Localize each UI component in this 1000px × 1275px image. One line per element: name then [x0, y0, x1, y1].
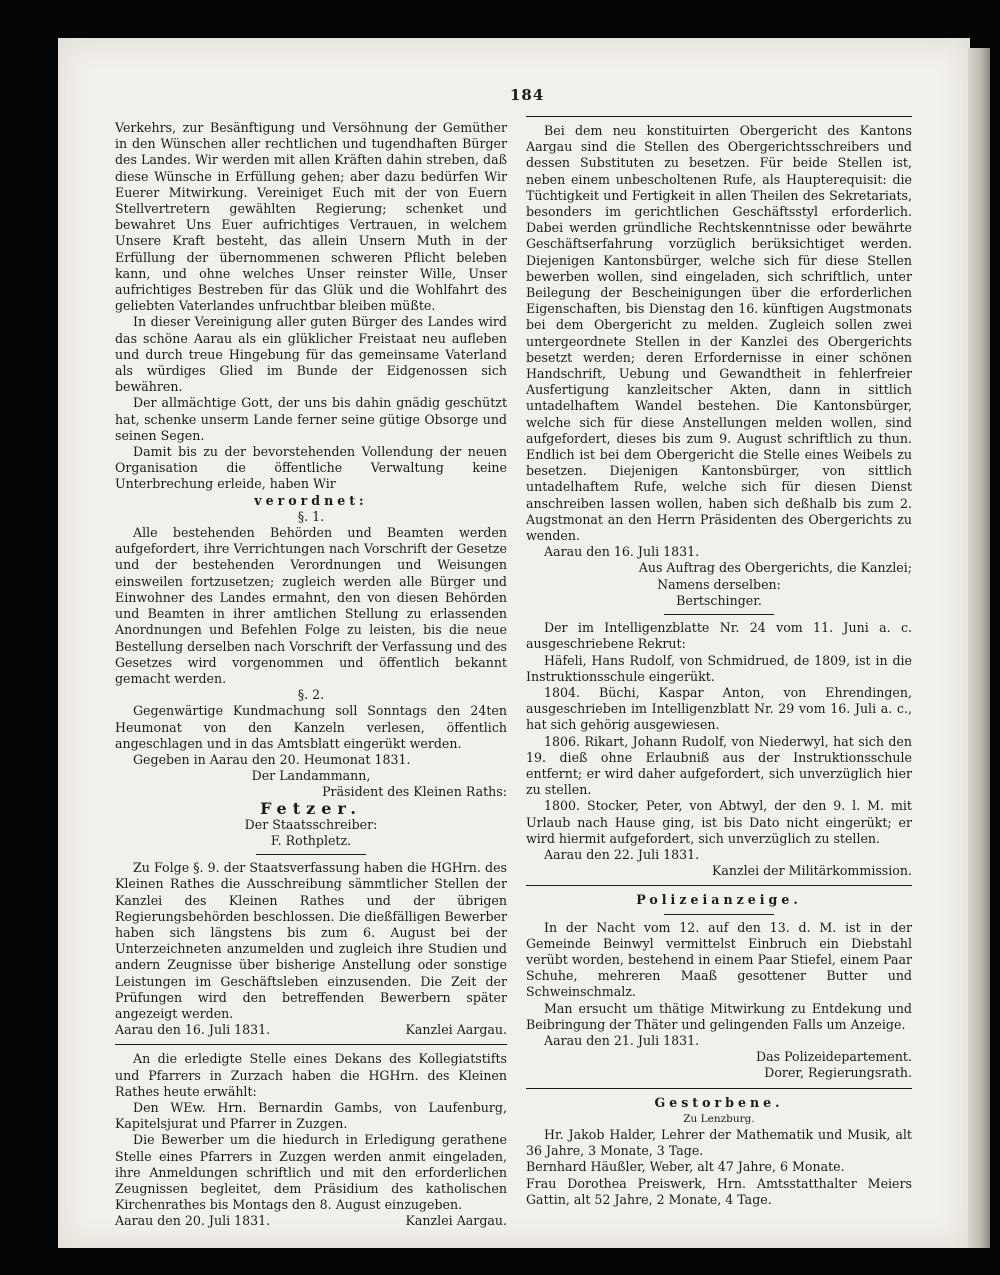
- recruits-intro: Der im Intelligenzblatte Nr. 24 vom 11. Juni a. c. ausgeschriebene Rekrut:: [526, 620, 912, 652]
- notice-parish-vacancy: Die Bewerber um die hiedurch in Erledigung gerathene Stelle eines Pfarrers in Zuzgen werden anmit eingeladen, ihre Anmeldungen schriftlich und mit den erforderlichen Zeugnissen begleitet, dem Präsidium des katholischen Kirchenrathes bis Montags den 8. August einzugeben.: [115, 1132, 507, 1213]
- signatory-rothpletz: F. Rothpletz.: [270, 832, 352, 848]
- divider: [256, 854, 366, 855]
- police-signature-1: Das Polizeidepartement.: [756, 1049, 912, 1065]
- notice-signature: Kanzlei Aargau.: [405, 1022, 507, 1038]
- proclamation-paragraph-3: Der allmächtige Gott, der uns bis dahin gnädig geschützt hat, schenke unserm Lande ferner seine gütige Obsorge und seinen Segen.: [115, 395, 507, 443]
- court-signature-name: Bertschinger.: [676, 592, 762, 608]
- document-page: [58, 38, 970, 1248]
- given-date: Gegeben in Aarau den 20. Heumonat 1831.: [133, 751, 411, 767]
- section-1-heading: §. 1.: [297, 508, 325, 524]
- verordnet-heading: verordnet:: [254, 492, 368, 508]
- signatory-fetzer: Fetzer.: [260, 798, 362, 818]
- notice-footer: [115, 1022, 507, 1038]
- notice-court-positions: Bei dem neu konstituirten Obergericht des Kantons Aargau sind die Stellen des Obergerichtsschreibers und dessen Substituten zu besetzen. Für beide Stellen ist, neben einem unbescholtenen Rufe, als Haupterequisit: die Tüchtigkeit und Fertigkeit in allen Theilen des Sekretariats, besonders im gerichtlichen Geschäftsstyl erforderlich. Dabei werden gründliche Rechtskenntnisse oder bewährte Geschäftserfahrung vorzüglich berüksichtiget werden. Diejenigen Kantonsbürger, welche sich für diese Stellen bewerben wollen, sind eingeladen, sich schriftlich, unter Beilegung der Bescheinigungen über die erforderlichen Eigenschaften, bis Dienstag den 16. künftigen Augstmonats bei dem Obergericht zu melden. Zugleich sollen zwei untergeordnete Stellen in der Kanzlei des Obergerichts besetzt werden; deren Erfordernisse in einer schönen Handschrift, Uebung und Gewandtheit in fehlerfreier Ausfertigung kanzleitscher Akten, dann in sittlich untadelhaftem Wandel bestehen. Die Kantonsbürger, welche sich für diese Anstellungen melden wollen, sind aufgefordert, dieses bis zum 9. August schriftlich zu thun. Endlich ist bei dem Obergericht die Stelle eines Weibels zu besetzen. Diejenigen Kantonsbürger, von sittlich untadelhaftem Rufe, welche sich für diesen Dienst anschreiben lassen wollen, haben sich deßhalb bis zum 2. Augstmonat an den Herrn Präsidenten des Obergerichts zu wenden.: [526, 123, 912, 544]
- divider: [526, 116, 912, 117]
- deaths-place: Zu Lenzburg.: [683, 1112, 755, 1125]
- police-request: Man ersucht um thätige Mitwirkung zu Entdekung und Beibringung der Thäter und gelingenden Falls um Anzeige.: [526, 1000, 912, 1032]
- police-heading: Polizeianzeige.: [636, 892, 802, 908]
- divider: [664, 614, 774, 615]
- notice-footer: [115, 1213, 507, 1229]
- notice-dean-election: An die erledigte Stelle eines Dekans des Kollegiatstifts und Pfarrers in Zurzach haben die HGHrn. des Kleinen Rathes heute erwählt:: [115, 1051, 507, 1099]
- proclamation-paragraph-2: In dieser Vereinigung aller guten Bürger des Landes wird das schöne Aarau als ein glüklicher Freistaat neu aufleben und durch treue Hingebung für das gemeinsame Vaterland als würdiges Glied im Bunde der Eidgenossen sich bewähren.: [115, 314, 507, 395]
- court-signature-line-1: Aus Auftrag des Obergerichts, die Kanzlei;: [638, 560, 912, 576]
- notice-date: Aarau den 16. Juli 1831.: [544, 544, 700, 560]
- staatsschreiber-title: Der Staatsschreiber:: [244, 816, 378, 832]
- section-1-text: Alle bestehenden Behörden und Beamten werden aufgefordert, ihre Verrichtungen nach Vorschrift der Gesetze und der bestehenden Verordnungen und Weisungen einsweilen fortzusetzen; zugleich werden alle Bürger und Einwohner des Landes ermahnt, den von diesen Behörden und Beamten in ihrer amtlichen Stellung zu erlassenden Anordnungen und Befehlen Folge zu leisten, bis die neue Bestellung derselben nach Vorschrift der Verfassung und des Gesetzes wird vorgenommen und öffentlich bekannt gemacht werden.: [115, 525, 507, 686]
- page-number: 184: [510, 86, 545, 104]
- section-2-text: Gegenwärtige Kundmachung soll Sonntags den 24ten Heumonat von den Kanzeln verlesen, öffentlich angeschlagen und in das Amtsblatt eingerükt werden.: [115, 703, 507, 751]
- praesident-title: Präsident des Kleinen Raths:: [322, 784, 507, 800]
- death-entry: Hr. Jakob Halder, Lehrer der Mathematik und Musik, alt 36 Jahre, 3 Monate, 3 Tage.: [526, 1126, 912, 1159]
- notice-date: Aarau den 22. Juli 1831.: [544, 846, 700, 862]
- page-edge: [968, 48, 990, 1248]
- deaths-heading: Gestorbene.: [654, 1094, 784, 1110]
- section-2-heading: §. 2.: [297, 687, 325, 703]
- proclamation-text: Verkehrs, zur Besänftigung und Versöhnung der Gemüther in den Wünschen aller rechtlichen und tugendhaften Bürger des Landes. Wir werden mit allen Kräften dahin streben, daß diese Wünsche in Erfüllung gehen; aber dazu bedürfen Wir Euerer Mitwirkung. Vereiniget Euch mit der von Euern Stellvertretern gewählten Regierung; schenket und bewahret Uns Euer aufrichtiges Vertrauen, in welchem Unsere Kraft besteht, das allein Unsern Muth in der Erfüllung der übernommenen schweren Pflicht beleben kann, und ohne welches Unser reinster Wille, Unser aufrichtiges Bestreben für das Glük und die Wohlfahrt des geliebten Vaterlandes unfruchtbar bleiben müßte.: [115, 120, 507, 314]
- divider: [526, 1088, 912, 1089]
- notice-date: Aarau den 20. Juli 1831.: [115, 1213, 271, 1229]
- recruit-entry: Häfeli, Hans Rudolf, von Schmidrued, de 1809, ist in die Instruktionsschule eingerükt.: [526, 652, 912, 684]
- notice-signature: Kanzlei Aargau.: [405, 1213, 507, 1229]
- left-column: [115, 120, 507, 1230]
- police-signature-2: Dorer, Regierungsrath.: [764, 1065, 912, 1081]
- proclamation-paragraph-4: Damit bis zu der bevorstehenden Vollendung der neuen Organisation die öffentliche Verwaltung keine Unterbrechung erleide, haben Wir: [115, 444, 507, 492]
- notice-date: Aarau den 21. Juli 1831.: [544, 1032, 700, 1048]
- recruit-entry: 1804. Büchi, Kaspar Anton, von Ehrendingen, ausgeschrieben im Intelligenzblatt Nr. 29 vom 16. Juli a. c., hat sich gehörig ausgewiesen.: [526, 684, 912, 733]
- right-column: [526, 120, 912, 1208]
- elected-person: Den WEw. Hrn. Bernardin Gambs, von Laufenburg, Kapitelsjurat und Pfarrer in Zuzgen.: [115, 1099, 507, 1132]
- landammann-title: Der Landammann,: [251, 768, 371, 784]
- recruit-entry: 1806. Rikart, Johann Rudolf, von Niederwyl, hat sich den 19. dieß ohne Erlaubniß aus der Instruktionsschule entfernt; er wird daher aufgefordert, sich unverzüglich hier zu stellen.: [526, 733, 912, 798]
- recruit-entry: 1800. Stocker, Peter, von Abtwyl, der den 9. l. M. mit Urlaub nach Hause ging, ist bis Dato nicht eingerükt; er wird hiermit aufgefordert, sich unverzüglich zu stellen.: [526, 798, 912, 846]
- notice-signature: Kanzlei der Militärkommission.: [711, 863, 912, 879]
- police-report: In der Nacht vom 12. auf den 13. d. M. ist in der Gemeinde Beinwyl vermittelst Einbruch ein Diebstahl verübt worden, bestehend in einem Paar Stiefel, einem Paar Schuhe, mehreren Maaß gesottener Butter und Schweinschmalz.: [526, 919, 912, 1000]
- death-entry: Bernhard Häußler, Weber, alt 47 Jahre, 6 Monate.: [526, 1159, 845, 1175]
- court-signature-line-2: Namens derselben:: [657, 576, 781, 592]
- death-entry: Frau Dorothea Preiswerk, Hrn. Amtsstatthalter Meiers Gattin, alt 52 Jahre, 2 Monate, 4 Tage.: [526, 1175, 912, 1207]
- notice-chancellery-positions: Zu Folge §. 9. der Staatsverfassung haben die HGHrn. des Kleinen Rathes die Ausschreibung sämmtlicher Stellen der Kanzlei des Kleinen Rathes und der übrigen Regierungsbehörden beschlossen. Die dießfälligen Bewerber haben sich längstens bis zum 6. August bei der Unterzeichneten anzumelden und zugleich ihre Studien und andern Zeugnisse über bisherige Anstellung oder sonstige Leistungen im Geschäftsleben einzusenden. Die Zeit der Prüfungen wird den betreffenden Bewerbern später angezeigt werden.: [115, 860, 507, 1021]
- divider: [664, 914, 774, 915]
- divider: [115, 1044, 507, 1045]
- divider: [526, 885, 912, 886]
- notice-date: Aarau den 16. Juli 1831.: [115, 1022, 271, 1038]
